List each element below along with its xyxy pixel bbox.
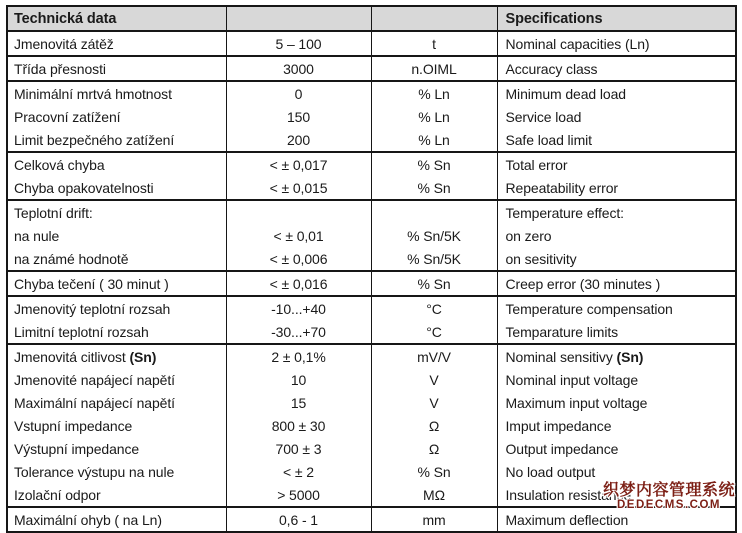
technical-data-table (6, 5, 737, 533)
cell-unit: % Sn (371, 152, 497, 176)
cell-unit: V (371, 368, 497, 391)
cell-value: 10 (226, 368, 371, 391)
cell-czech-label: Chyba tečení ( 30 minut ) (7, 271, 226, 296)
watermark-chinese-text: 织梦内容管理系统 (602, 482, 735, 499)
cell-unit: t (371, 31, 497, 56)
cell-value: 150 (226, 105, 371, 128)
cell-english-label: on sesitivity (497, 247, 736, 271)
watermark-domain-text: DEDECMS.COM (616, 499, 721, 511)
cell-english-label: Temparature limits (497, 320, 736, 344)
cell-value: -30...+70 (226, 320, 371, 344)
cell-unit: % Sn (371, 460, 497, 483)
bold-sn-label: (Sn) (129, 348, 157, 365)
cell-czech-label: Minimální mrtvá hmotnost (14, 85, 172, 102)
cell-czech-label: Celková chyba (14, 156, 105, 173)
cell-value: 15 (226, 391, 371, 414)
cell-english-label: Imput impedance (497, 414, 736, 437)
cell-czech-label: Maximální napájecí napětí (14, 394, 175, 411)
table-row (7, 296, 736, 320)
cell-value: 700 ± 3 (226, 437, 371, 460)
cell-value: 5 – 100 (226, 31, 371, 56)
table-row (7, 391, 736, 414)
cell-value: 2 ± 0,1% (226, 344, 371, 368)
cell-value: < ± 0,017 (226, 152, 371, 176)
cell-unit: % Sn (371, 271, 497, 296)
cell-english-label: on zero (497, 224, 736, 247)
cell-english-label: Accuracy class (497, 56, 736, 81)
cell-unit: Ω (371, 414, 497, 437)
cell-english-label: Nominal input voltage (497, 368, 736, 391)
cell-czech-label: Jmenovitá citlivost (Sn) (14, 348, 157, 365)
cell-czech-label: Výstupní impedance (14, 440, 140, 457)
cell-czech-label: na známé hodnotě (7, 247, 226, 271)
cell-english-label: Service load (497, 105, 736, 128)
table-row (7, 31, 736, 56)
cell-english-label: Safe load limit (497, 128, 736, 152)
table-row (7, 224, 736, 247)
table-row (7, 320, 736, 344)
table-row (7, 414, 736, 437)
cell-unit: n.OIML (371, 56, 497, 81)
cell-czech-label: Pracovní zatížení (14, 108, 121, 125)
cell-value: < ± 0,016 (226, 271, 371, 296)
cell-value: > 5000 (226, 483, 371, 507)
cell-english-label: Temperature compensation (497, 296, 736, 320)
cell-english-label: Maximum input voltage (497, 391, 736, 414)
cell-value: 0 (226, 81, 371, 105)
table-header-row (7, 6, 736, 31)
cell-english-label: Maximum deflection (497, 507, 736, 532)
table-row (7, 344, 736, 368)
table-row (7, 81, 736, 105)
cell-english-label: No load output (497, 460, 736, 483)
cell-czech-label: Limitní teplotní rozsah (7, 320, 226, 344)
cell-czech-label: Tolerance výstupu na nule (14, 463, 175, 480)
cell-english-label: Total error (497, 152, 736, 176)
table-row (7, 56, 736, 81)
cell-value: < ± 0,006 (226, 247, 371, 271)
cell-english-label: Output impedance (497, 437, 736, 460)
cell-unit: mm (371, 507, 497, 532)
cell-unit: Ω (371, 437, 497, 460)
cell-english-label: Insulation resistance (497, 483, 736, 507)
cell-unit (371, 200, 497, 224)
cell-unit: °C (371, 296, 497, 320)
cell-value: < ± 2 (226, 460, 371, 483)
cell-czech-label: Třída přesnosti (7, 56, 226, 81)
cell-unit: % Ln (371, 81, 497, 105)
table-row (7, 128, 736, 152)
cell-czech-label: na nule (14, 227, 60, 244)
cell-czech-label: Chyba opakovatelnosti (7, 176, 226, 200)
cell-unit: % Ln (371, 105, 497, 128)
cell-value: 3000 (226, 56, 371, 81)
table-row (7, 200, 736, 224)
table-row (7, 152, 736, 176)
cell-value: 200 (226, 128, 371, 152)
cell-value (226, 200, 371, 224)
table-row (7, 176, 736, 200)
header-value-column (226, 6, 371, 31)
cell-unit: % Ln (371, 128, 497, 152)
cell-unit: % Sn/5K (371, 247, 497, 271)
cell-czech-label: Teplotní drift: (14, 204, 93, 221)
cell-english-label: Creep error (30 minutes ) (497, 271, 736, 296)
cell-value: < ± 0,015 (226, 176, 371, 200)
table-row (7, 271, 736, 296)
table-row (7, 483, 736, 507)
cell-unit: % Sn (371, 176, 497, 200)
table-row (7, 247, 736, 271)
cell-value: 0,6 - 1 (226, 507, 371, 532)
header-technicka-data: Technická data (7, 6, 226, 31)
cell-unit: MΩ (371, 483, 497, 507)
cell-value: 800 ± 30 (226, 414, 371, 437)
header-unit-column (371, 6, 497, 31)
cell-unit: V (371, 391, 497, 414)
table-row (7, 507, 736, 532)
cell-unit: mV/V (371, 344, 497, 368)
cell-czech-label: Maximální ohyb ( na Ln) (14, 511, 162, 528)
cell-english-label: Repeatability error (497, 176, 736, 200)
cell-czech-label: Jmenovitá zátěž (7, 31, 226, 56)
cell-value: < ± 0,01 (226, 224, 371, 247)
cell-english-label: Minimum dead load (497, 81, 736, 105)
table-row (7, 368, 736, 391)
table-row (7, 437, 736, 460)
spec-table (6, 5, 735, 528)
cell-czech-label: Jmenovité napájecí napětí (14, 371, 175, 388)
cell-value: -10...+40 (226, 296, 371, 320)
table-row (7, 105, 736, 128)
cell-unit: °C (371, 320, 497, 344)
cell-english-label: Temperature effect: (497, 200, 736, 224)
cell-czech-label: Vstupní impedance (14, 417, 133, 434)
cell-english-label: Nominal capacities (Ln) (497, 31, 736, 56)
table-row (7, 460, 736, 483)
cell-czech-label: Izolační odpor (7, 483, 226, 507)
cell-czech-label: Jmenovitý teplotní rozsah (14, 300, 171, 317)
cell-czech-label: Limit bezpečného zatížení (7, 128, 226, 152)
header-specifications: Specifications (497, 6, 736, 31)
cell-english-label: Nominal sensitivy (Sn) (497, 344, 736, 368)
cell-unit: % Sn/5K (371, 224, 497, 247)
bold-sn-label: (Sn) (616, 348, 644, 365)
